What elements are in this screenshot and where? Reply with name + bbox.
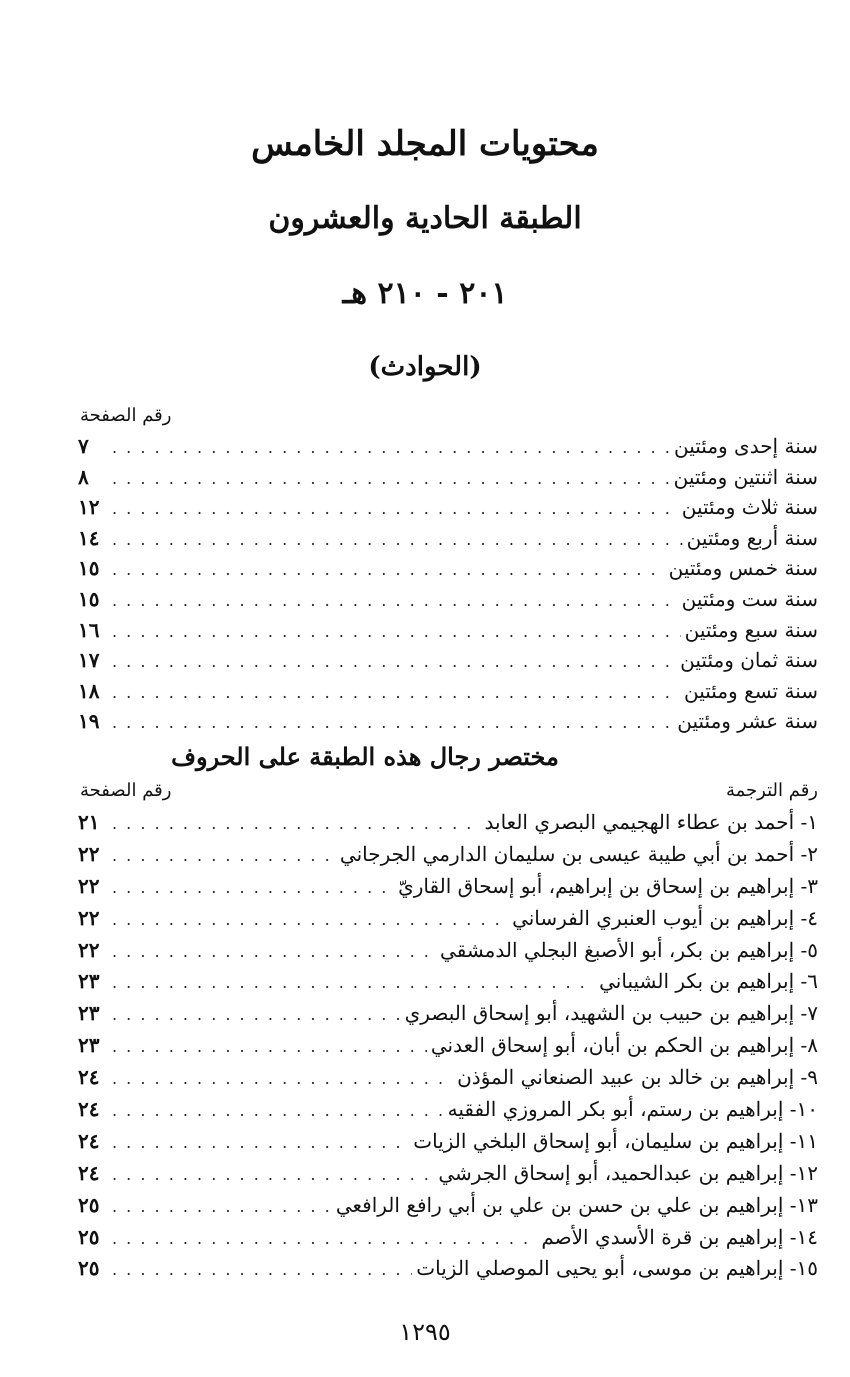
toc-entry-page: ١٩ [78, 709, 100, 734]
men-page-label: رقم الصفحة [80, 780, 172, 801]
dot-leader [112, 814, 481, 836]
toc-entry [78, 587, 818, 618]
toc-entry [78, 1256, 818, 1288]
toc-entry-title: ١٤- إبراهيم بن قرة الأسدي الأصم [541, 1224, 818, 1249]
toc-entry [78, 1065, 818, 1097]
toc-entry-page: ٢٣ [78, 1001, 100, 1026]
dot-leader [112, 469, 670, 491]
dot-leader [112, 1005, 401, 1027]
main-title: محتويات المجلد الخامس [251, 124, 599, 164]
dot-leader [112, 683, 680, 705]
toc-entry-title: ١٢- إبراهيم بن عبدالحميد، أبو إسحاق الجرشي [438, 1160, 818, 1185]
toc-entry-page: ٢٢ [78, 937, 100, 962]
dot-leader [112, 530, 683, 552]
toc-entry [78, 906, 818, 938]
toc-entry-page: ١٥ [78, 556, 100, 581]
toc-entry-title: ٧- إبراهيم بن حبيب بن الشهيد، أبو إسحاق البصري [404, 1001, 818, 1026]
toc-entry-page: ١٢ [78, 495, 100, 520]
toc-entry-title: ٣- إبراهيم بن إسحاق بن إبراهيم، أبو إسحاق القاريّ [398, 873, 818, 898]
toc-entry-page: ٢٤ [78, 1065, 100, 1090]
toc-entry-page: ٢٥ [78, 1256, 100, 1281]
dot-leader [112, 846, 336, 868]
toc-entry [78, 969, 818, 1001]
toc-entry-page: ٢٢ [78, 873, 100, 898]
dot-leader [112, 910, 508, 932]
toc-entry-title: ١- أحمد بن عطاء الهجيمي البصري العابد [484, 810, 818, 834]
men-list [78, 810, 818, 1288]
toc-entry-title: ٩- إبراهيم بن خالد بن عبيد الصنعاني المؤذن [457, 1065, 818, 1090]
toc-entry-title: سنة تسع ومئتين [684, 678, 818, 703]
year-range: ٢٠١ - ٢١٠ هـ [342, 276, 508, 311]
toc-entry-page: ٨ [78, 464, 89, 489]
toc-entry-title: سنة إحدى ومئتين [673, 434, 818, 458]
dot-leader [112, 713, 673, 735]
events-heading: (الحوادث) [368, 352, 482, 382]
toc-entry [78, 1097, 818, 1129]
toc-entry [78, 495, 818, 526]
toc-entry-page: ٢٢ [78, 905, 100, 930]
toc-entry-title: ١٥- إبراهيم بن موسى، أبو يحيى الموصلي الزيات [416, 1256, 818, 1281]
toc-entry-page: ٢١ [78, 810, 100, 834]
page-number: ١٢٩٥ [399, 1318, 451, 1346]
dot-leader [112, 1260, 412, 1282]
toc-entry [78, 526, 818, 557]
toc-entry-page: ٢٥ [78, 1192, 100, 1217]
toc-entry [78, 679, 818, 710]
toc-entry [78, 1129, 818, 1161]
toc-entry [78, 938, 818, 970]
toc-entry-page: ٢٤ [78, 1128, 100, 1153]
toc-entry-page: ١٥ [78, 586, 100, 611]
dot-leader [112, 1133, 409, 1155]
dot-leader [112, 652, 676, 674]
toc-entry [78, 1033, 818, 1065]
sub-title: الطبقة الحادية والعشرون [268, 201, 582, 236]
dot-leader [112, 973, 595, 995]
toc-entry-title: ١١- إبراهيم بن سليمان، أبو إسحاق البلخي الزيات [413, 1128, 818, 1153]
dot-leader [112, 499, 678, 521]
dot-leader [112, 622, 681, 644]
toc-entry [78, 1161, 818, 1193]
dot-leader [112, 1037, 427, 1059]
toc-entry-page: ١٧ [78, 648, 100, 673]
toc-entry-title: سنة عشر ومئتين [677, 709, 818, 734]
toc-entry [78, 1225, 818, 1257]
toc-entry-title: سنة ست ومئتين [681, 586, 818, 611]
dot-leader [112, 942, 436, 964]
toc-entry-page: ٢٣ [78, 1033, 100, 1058]
dot-leader [112, 560, 665, 582]
toc-entry-title: ٢- أحمد بن أبي طيبة عيسى بن سليمان الدارمي الجرجاني [339, 841, 818, 866]
toc-entry [78, 1001, 818, 1033]
toc-entry-title: سنة سبع ومئتين [684, 617, 818, 642]
translation-number-label: رقم الترجمة [725, 780, 818, 801]
dot-leader [112, 591, 678, 613]
toc-entry [78, 618, 818, 649]
toc-entry-title: سنة ثلاث ومئتين [681, 495, 818, 520]
toc-entry-page: ٢٤ [78, 1097, 100, 1122]
dot-leader [112, 1101, 444, 1123]
men-heading: مختصر رجال هذه الطبقة على الحروف [171, 742, 559, 771]
toc-entry [78, 648, 818, 679]
dot-leader [112, 1229, 537, 1251]
toc-entry-page: ٧ [78, 434, 89, 458]
dot-leader [112, 1165, 434, 1187]
toc-entry-title: سنة ثمان ومئتين [680, 648, 818, 673]
dot-leader [112, 438, 670, 460]
toc-entry-title: ٨- إبراهيم بن الحكم بن أبان، أبو إسحاق العدني [430, 1033, 818, 1058]
events-list [78, 434, 818, 740]
toc-entry-page: ٢٤ [78, 1160, 100, 1185]
toc-entry-title: ١٠- إبراهيم بن رستم، أبو بكر المروزي الفقيه [447, 1097, 818, 1122]
toc-entry [78, 556, 818, 587]
toc-entry-title: ٥- إبراهيم بن بكر، أبو الأصبغ البجلي الدمشقي [440, 937, 818, 962]
toc-entry [78, 1193, 818, 1225]
toc-entry-title: سنة خمس ومئتين [668, 556, 818, 581]
toc-entry-title: سنة أربع ومئتين [686, 525, 818, 550]
toc-entry [78, 465, 818, 496]
events-page-label: رقم الصفحة [80, 405, 172, 426]
dot-leader [112, 1197, 332, 1219]
toc-entry [78, 842, 818, 874]
toc-entry-page: ٢٥ [78, 1224, 100, 1249]
toc-entry-title: سنة اثنتين ومئتين [673, 464, 818, 489]
toc-entry [78, 810, 818, 842]
toc-entry [78, 434, 818, 465]
toc-entry [78, 874, 818, 906]
toc-entry [78, 709, 818, 740]
toc-entry-page: ١٦ [78, 617, 100, 642]
toc-entry-title: ٦- إبراهيم بن بكر الشيباني [599, 969, 818, 994]
dot-leader [112, 1069, 453, 1091]
toc-entry-title: ١٣- إبراهيم بن علي بن حسن بن علي بن أبي رافع الرافعي [335, 1192, 818, 1217]
toc-entry-page: ٢٣ [78, 969, 100, 994]
toc-entry-page: ٢٢ [78, 841, 100, 866]
toc-entry-page: ١٤ [78, 525, 100, 550]
dot-leader [112, 878, 394, 900]
toc-entry-page: ١٨ [78, 678, 100, 703]
toc-entry-title: ٤- إبراهيم بن أيوب العنبري الفرساني [512, 905, 818, 930]
